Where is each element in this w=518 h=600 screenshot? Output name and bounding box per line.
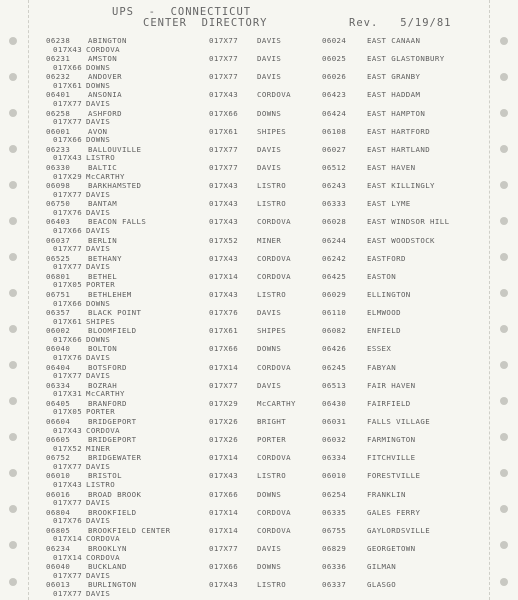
driver-name: PORTER	[86, 407, 116, 417]
town-name: EASTFORD	[367, 253, 406, 263]
zip-code: 06016	[46, 489, 71, 499]
table-row	[0, 344, 518, 362]
center-code: 017X61	[209, 326, 239, 336]
driver-name: DAVIS	[86, 461, 111, 471]
table-row	[0, 54, 518, 72]
center-code: 017X77	[209, 144, 239, 154]
driver-name: DAVIS	[86, 99, 111, 109]
center-code: 017X43	[209, 471, 239, 481]
town-name: EAST WINDSOR HILL	[367, 217, 450, 227]
driver-name: McCARTHY	[86, 389, 125, 399]
zip-code: 06040	[46, 344, 71, 354]
table-row	[0, 326, 518, 344]
center-code: 017X14	[53, 552, 83, 562]
town-name: AVON	[88, 126, 108, 136]
zip-code: 06755	[322, 525, 347, 535]
town-name: BRIDGEWATER	[88, 453, 142, 463]
center-code: 017X43	[53, 425, 83, 435]
town-name: ELMWOOD	[367, 308, 401, 318]
zip-code: 06752	[46, 453, 71, 463]
zip-code: 06401	[46, 90, 71, 100]
table-row	[0, 562, 518, 580]
zip-code: 06604	[46, 416, 71, 426]
zip-code: 06029	[322, 289, 347, 299]
center-code: 017X77	[53, 588, 83, 598]
zip-code: 06405	[46, 398, 71, 408]
center-code: 017X52	[53, 443, 83, 453]
zip-code: 06108	[322, 126, 347, 136]
zip-code: 06232	[46, 72, 71, 82]
zip-code: 06010	[46, 471, 71, 481]
town-name: ENFIELD	[367, 326, 401, 336]
center-code: 017X05	[53, 280, 83, 290]
town-name: BRISTOL	[88, 471, 122, 481]
town-name: BROAD BROOK	[88, 489, 142, 499]
center-code: 017X26	[209, 435, 239, 445]
center-code: 017X29	[209, 398, 239, 408]
town-name: EASTON	[367, 271, 397, 281]
zip-code: 06425	[322, 271, 347, 281]
table-row	[0, 471, 518, 489]
town-name: BETHEL	[88, 271, 118, 281]
center-code: 017X61	[53, 80, 83, 90]
driver-name: CORDOVA	[257, 253, 291, 263]
zip-code: 06243	[322, 181, 347, 191]
center-code: 017X43	[209, 217, 239, 227]
center-code: 017X77	[209, 36, 239, 45]
table-row	[0, 127, 518, 145]
center-code: 017X14	[53, 534, 83, 544]
table-row	[0, 181, 518, 199]
center-code: 017X14	[209, 362, 239, 372]
zip-code: 06254	[322, 489, 347, 499]
zip-code: 06028	[322, 217, 347, 227]
zip-code: 06026	[322, 72, 347, 82]
zip-code: 06423	[322, 90, 347, 100]
town-name: EAST HARTFORD	[367, 126, 431, 136]
center-code: 017X14	[209, 525, 239, 535]
center-code: 017X61	[209, 126, 239, 136]
driver-name: SHIPES	[257, 126, 287, 136]
driver-name: DOWNS	[86, 334, 111, 344]
zip-code: 06027	[322, 144, 347, 154]
driver-name: MINER	[257, 235, 282, 245]
center-code: 017X77	[209, 380, 239, 390]
driver-name: DAVIS	[86, 244, 111, 254]
table-row	[0, 508, 518, 526]
driver-name: CORDOVA	[257, 453, 291, 463]
table-row	[0, 109, 518, 127]
driver-name: CORDOVA	[257, 90, 291, 100]
center-code: 017X26	[209, 416, 239, 426]
center-code: 017X43	[53, 44, 83, 54]
town-name: ASHFORD	[88, 108, 122, 118]
driver-name: CORDOVA	[257, 525, 291, 535]
center-code: 017X14	[209, 271, 239, 281]
town-name: BROOKLYN	[88, 543, 127, 553]
zip-code: 06404	[46, 362, 71, 372]
table-row	[0, 145, 518, 163]
town-name: GLASGO	[367, 580, 397, 590]
center-code: 017X66	[53, 226, 83, 235]
center-code: 017X66	[53, 334, 83, 344]
zip-code: 06337	[322, 580, 347, 590]
driver-name: DOWNS	[257, 562, 282, 572]
town-name: BOLTON	[88, 344, 118, 354]
center-code: 017X66	[209, 108, 239, 118]
town-name: EAST HAVEN	[367, 162, 416, 172]
driver-name: DAVIS	[86, 371, 111, 381]
town-name: EAST CANAAN	[367, 36, 421, 45]
center-code: 017X77	[209, 54, 239, 64]
town-name: EAST WOODSTOCK	[367, 235, 435, 245]
zip-code: 06024	[322, 36, 347, 45]
town-name: ANSONIA	[88, 90, 122, 100]
table-row	[0, 236, 518, 254]
table-row	[0, 417, 518, 435]
town-name: FRANKLIN	[367, 489, 406, 499]
zip-code: 06334	[46, 380, 71, 390]
town-name: BEACON FALLS	[88, 217, 147, 227]
town-name: ESSEX	[367, 344, 392, 354]
table-row	[0, 199, 518, 217]
center-code: 017X05	[53, 407, 83, 417]
table-row	[0, 272, 518, 290]
zip-code: 06357	[46, 308, 71, 318]
driver-name: LISTRO	[257, 289, 287, 299]
town-name: FAIR HAVEN	[367, 380, 416, 390]
center-code: 017X77	[53, 570, 83, 580]
center-code: 017X76	[53, 207, 83, 217]
driver-name: DAVIS	[257, 72, 282, 82]
center-code: 017X14	[209, 453, 239, 463]
driver-name: PORTER	[86, 280, 116, 290]
zip-code: 06110	[322, 308, 347, 318]
town-name: BLACK POINT	[88, 308, 142, 318]
zip-code: 06513	[322, 380, 347, 390]
zip-code: 06242	[322, 253, 347, 263]
center-code: 017X43	[53, 479, 83, 489]
town-name: BOZRAH	[88, 380, 118, 390]
table-row	[0, 580, 518, 598]
driver-name: DAVIS	[257, 543, 282, 553]
town-name: ABINGTON	[88, 36, 127, 45]
table-row	[0, 90, 518, 108]
table-row	[0, 72, 518, 90]
town-name: BANTAM	[88, 199, 118, 209]
driver-name: CORDOVA	[257, 271, 291, 281]
zip-code: 06010	[322, 471, 347, 481]
town-name: EAST LYME	[367, 199, 411, 209]
center-code: 017X77	[53, 262, 83, 272]
town-name: AMSTON	[88, 54, 118, 64]
zip-code: 06245	[322, 362, 347, 372]
town-name: BALTIC	[88, 162, 118, 172]
page-subtitle: CENTER DIRECTORY	[143, 17, 268, 29]
driver-name: DAVIS	[86, 570, 111, 580]
zip-code: 06244	[322, 235, 347, 245]
center-code: 017X43	[209, 289, 239, 299]
driver-name: BRIGHT	[257, 416, 287, 426]
zip-code: 06025	[322, 54, 347, 64]
center-code: 017X66	[53, 298, 83, 308]
table-row	[0, 526, 518, 544]
table-row	[0, 163, 518, 181]
town-name: BETHLEHEM	[88, 289, 132, 299]
table-row	[0, 435, 518, 453]
center-code: 017X77	[209, 162, 239, 172]
zip-code: 06333	[322, 199, 347, 209]
table-row	[0, 363, 518, 381]
driver-name: CORDOVA	[257, 217, 291, 227]
driver-name: DAVIS	[86, 189, 111, 199]
town-name: EAST HARTLAND	[367, 144, 431, 154]
driver-name: CORDOVA	[257, 507, 291, 517]
zip-code: 06804	[46, 507, 71, 517]
town-name: EAST HAMPTON	[367, 108, 426, 118]
driver-name: DOWNS	[257, 108, 282, 118]
zip-code: 06829	[322, 543, 347, 553]
zip-code: 06605	[46, 435, 71, 445]
center-code: 017X77	[209, 72, 239, 82]
town-name: BURLINGTON	[88, 580, 137, 590]
driver-name: McCARTHY	[257, 398, 296, 408]
center-code: 017X43	[209, 580, 239, 590]
town-name: FABYAN	[367, 362, 397, 372]
driver-name: DAVIS	[257, 36, 282, 45]
center-code: 017X77	[53, 189, 83, 199]
center-code: 017X66	[53, 62, 83, 72]
zip-code: 06403	[46, 217, 71, 227]
town-name: BETHANY	[88, 253, 122, 263]
center-code: 017X43	[209, 181, 239, 191]
driver-name: McCARTHY	[86, 171, 125, 181]
driver-name: DAVIS	[86, 207, 111, 217]
zip-code: 06750	[46, 199, 71, 209]
town-name: BRANFORD	[88, 398, 127, 408]
driver-name: LISTRO	[257, 181, 287, 191]
town-name: FALLS VILLAGE	[367, 416, 431, 426]
table-row	[0, 544, 518, 562]
zip-code: 06037	[46, 235, 71, 245]
town-name: BUCKLAND	[88, 562, 127, 572]
driver-name: DAVIS	[86, 498, 111, 508]
driver-name: DAVIS	[257, 162, 282, 172]
town-name: EAST GLASTONBURY	[367, 54, 445, 64]
zip-code: 06040	[46, 562, 71, 572]
table-row	[0, 453, 518, 471]
table-row	[0, 36, 518, 54]
town-name: BROOKFIELD	[88, 507, 137, 517]
town-name: BROOKFIELD CENTER	[88, 525, 171, 535]
driver-name: DAVIS	[86, 262, 111, 272]
driver-name: DAVIS	[86, 588, 111, 598]
zip-code: 06336	[322, 562, 347, 572]
driver-name: LISTRO	[257, 199, 287, 209]
table-row	[0, 308, 518, 326]
center-code: 017X76	[53, 516, 83, 526]
zip-code: 06098	[46, 181, 71, 191]
center-code: 017X77	[53, 99, 83, 109]
table-row	[0, 399, 518, 417]
driver-name: DOWNS	[86, 298, 111, 308]
center-code: 017X61	[53, 316, 83, 326]
center-code: 017X43	[209, 199, 239, 209]
zip-code: 06424	[322, 108, 347, 118]
driver-name: DAVIS	[257, 54, 282, 64]
driver-name: LISTRO	[257, 580, 287, 590]
driver-name: MINER	[86, 443, 111, 453]
zip-code: 06231	[46, 54, 71, 64]
table-row	[0, 490, 518, 508]
town-name: BALLOUVILLE	[88, 144, 142, 154]
table-row	[0, 381, 518, 399]
center-code: 017X77	[53, 244, 83, 254]
table-row	[0, 217, 518, 235]
town-name: BERLIN	[88, 235, 118, 245]
town-name: GAYLORDSVILLE	[367, 525, 431, 535]
driver-name: DAVIS	[257, 380, 282, 390]
town-name: EAST GRANBY	[367, 72, 421, 82]
zip-code: 06001	[46, 126, 71, 136]
driver-name: CORDOVA	[86, 44, 120, 54]
revision-date: Rev. 5/19/81	[349, 17, 452, 29]
zip-code: 06426	[322, 344, 347, 354]
driver-name: CORDOVA	[257, 362, 291, 372]
driver-name: SHIPES	[86, 316, 116, 326]
center-code: 017X77	[53, 498, 83, 508]
center-code: 017X66	[209, 562, 239, 572]
center-code: 017X31	[53, 389, 83, 399]
driver-name: CORDOVA	[86, 534, 120, 544]
town-name: GILMAN	[367, 562, 397, 572]
driver-name: DAVIS	[86, 352, 111, 362]
page-title: UPS - CONNECTICUT	[112, 6, 252, 18]
driver-name: LISTRO	[86, 479, 116, 489]
center-code: 017X14	[209, 507, 239, 517]
center-code: 017X77	[53, 371, 83, 381]
town-name: BLOOMFIELD	[88, 326, 137, 336]
zip-code: 06330	[46, 162, 71, 172]
zip-code: 06013	[46, 580, 71, 590]
zip-code: 06238	[46, 36, 71, 45]
town-name: FITCHVILLE	[367, 453, 416, 463]
town-name: BRIDGEPORT	[88, 435, 137, 445]
zip-code: 06258	[46, 108, 71, 118]
center-code: 017X66	[209, 344, 239, 354]
center-code: 017X66	[53, 135, 83, 145]
driver-name: DOWNS	[86, 62, 111, 72]
town-name: EAST KILLINGLY	[367, 181, 435, 191]
zip-code: 06512	[322, 162, 347, 172]
zip-code: 06335	[322, 507, 347, 517]
center-code: 017X76	[53, 352, 83, 362]
center-code: 017X29	[53, 171, 83, 181]
directory-listing	[0, 36, 518, 598]
town-name: FARMINGTON	[367, 435, 416, 445]
driver-name: DOWNS	[86, 80, 111, 90]
zip-code: 06751	[46, 289, 71, 299]
zip-code: 06233	[46, 144, 71, 154]
center-code: 017X43	[209, 253, 239, 263]
center-code: 017X77	[209, 543, 239, 553]
driver-name: LISTRO	[257, 471, 287, 481]
zip-code: 06032	[322, 435, 347, 445]
town-name: ANDOVER	[88, 72, 122, 82]
center-code: 017X66	[209, 489, 239, 499]
driver-name: DOWNS	[86, 135, 111, 145]
town-name: BARKHAMSTED	[88, 181, 142, 191]
town-name: BRIDGEPORT	[88, 416, 137, 426]
center-code: 017X77	[53, 461, 83, 471]
town-name: GEORGETOWN	[367, 543, 416, 553]
table-row	[0, 254, 518, 272]
driver-name: SHIPES	[257, 326, 287, 336]
zip-code: 06430	[322, 398, 347, 408]
driver-name: DOWNS	[257, 489, 282, 499]
center-code: 017X76	[209, 308, 239, 318]
zip-code: 06002	[46, 326, 71, 336]
zip-code: 06525	[46, 253, 71, 263]
town-name: FAIRFIELD	[367, 398, 411, 408]
driver-name: LISTRO	[86, 153, 116, 163]
town-name: EAST HADDAM	[367, 90, 421, 100]
driver-name: DAVIS	[257, 144, 282, 154]
driver-name: DAVIS	[257, 308, 282, 318]
center-code: 017X77	[53, 117, 83, 127]
center-code: 017X52	[209, 235, 239, 245]
driver-name: CORDOVA	[86, 552, 120, 562]
town-name: ELLINGTON	[367, 289, 411, 299]
table-row	[0, 290, 518, 308]
town-name: BOTSFORD	[88, 362, 127, 372]
driver-name: DAVIS	[86, 516, 111, 526]
driver-name: DOWNS	[257, 344, 282, 354]
center-code: 017X43	[209, 90, 239, 100]
driver-name: DAVIS	[86, 226, 111, 235]
driver-name: PORTER	[257, 435, 287, 445]
driver-name: DAVIS	[86, 117, 111, 127]
zip-code: 06805	[46, 525, 71, 535]
zip-code: 06082	[322, 326, 347, 336]
driver-name: CORDOVA	[86, 425, 120, 435]
center-code: 017X43	[53, 153, 83, 163]
zip-code: 06334	[322, 453, 347, 463]
zip-code: 06031	[322, 416, 347, 426]
zip-code: 06234	[46, 543, 71, 553]
zip-code: 06801	[46, 271, 71, 281]
town-name: GALES FERRY	[367, 507, 421, 517]
town-name: FORESTVILLE	[367, 471, 421, 481]
